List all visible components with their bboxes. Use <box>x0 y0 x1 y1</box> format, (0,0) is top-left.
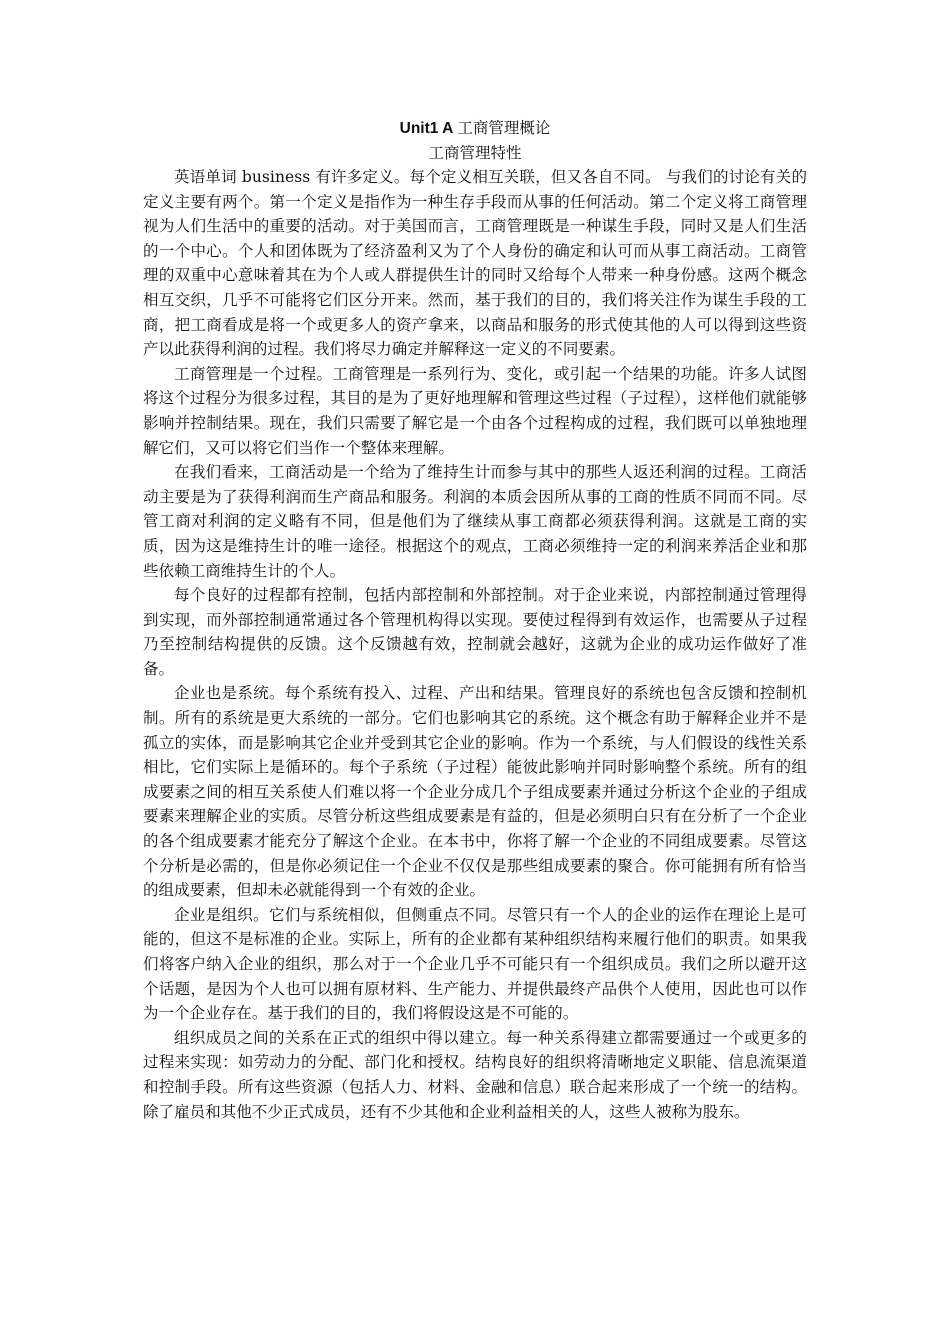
paragraph: 组织成员之间的关系在正式的组织中得以建立。每一种关系得建立都需要通过一个或更多的过程来实现：如劳动力的分配、部门化和授权。结构良好的组织将清晰地定义职能、信息流渠道和控制手段。所有这些资源（包括人力、材料、金融和信息）联合起来形成了一个统一的结构。除了雇员和其他不少正式成员，还有不少其他和企业利益相关的人，这些人被称为股东。 <box>143 1028 807 1121</box>
document-body <box>143 116 807 1124</box>
paragraph: 工商管理是一个过程。工商管理是一系列行为、变化，或引起一个结果的功能。许多人试图将这个过程分为很多过程，其目的是为了更好地理解和管理这些过程（子过程），这样他们就能够影响并控制结果。现在，我们只需要了解它是一个由各个过程构成的过程，我们既可以单独地理解它们，又可以将它们当作一个整体来理解。 <box>143 364 807 457</box>
document-subtitle: 工商管理特性 <box>428 144 522 162</box>
paragraph: 英语单词 business 有许多定义。每个定义相互关联，但又各自不同。 与我们的讨论有关的定义主要有两个。第一个定义是指作为一种生存手段而从事的任何活动。第二个定义将工商管理视为人们生活中的重要的活动。对于美国而言，工商管理既是一种谋生手段，同时又是人们生活的一个中心。个人和团体既为了经济盈利又为了个人身份的确定和认可而从事工商活动。工商管理的双重中心意味着其在为个人或人群提供生计的同时又给每个人带来一种身份感。这两个概念相互交织，几乎不可能将它们区分开来。然而，基于我们的目的，我们将关注作为谋生手段的工商，把工商看成是将一个或更多人的资产拿来，以商品和服务的形式使其他的人可以得到这些资产以此获得利润的过程。我们将尽力确定并解释这一定义的不同要素。 <box>143 168 807 359</box>
title-text: 工商管理概论 <box>457 119 551 137</box>
paragraph: 企业是组织。它们与系统相似，但侧重点不同。尽管只有一个人的企业的运作在理论上是可能的，但这不是标准的企业。实际上，所有的企业都有某种组织结构来履行他们的职责。如果我们将客户纳入企业的组织，那么对于一个企业几乎不可能只有一个组织成员。我们之所以避开这个话题，是因为个人也可以拥有原材料、生产能力、并提供最终产品供个人使用，因此也可以作为一个企业存在。基于我们的目的，我们将假设这是不可能的。 <box>143 905 807 1023</box>
document-title <box>143 116 807 141</box>
unit-label: Unit1 A <box>399 120 454 137</box>
paragraph: 每个良好的过程都有控制，包括内部控制和外部控制。对于企业来说，内部控制通过管理得到实现，而外部控制通常通过各个管理机构得以实现。要使过程得到有效运作，也需要从子过程乃至控制结构提供的反馈。这个反馈越有效，控制就会越好，这就为企业的成功运作做好了准备。 <box>143 586 807 678</box>
paragraph: 在我们看来，工商活动是一个给为了维持生计而参与其中的那些人返还利润的过程。工商活动主要是为了获得利润而生产商品和服务。利润的本质会因所从事的工商的性质不同而不同。尽管工商对利润的定义略有不同，但是他们为了继续从事工商都必须获得利润。这就是工商的实质，因为这是维持生计的唯一途径。根据这个的观点，工商必须维持一定的利润来养活企业和那些依赖工商维持生计的个人。 <box>143 463 807 580</box>
paragraph: 企业也是系统。每个系统有投入、过程、产出和结果。管理良好的系统也包含反馈和控制机制。所有的系统是更大系统的一部分。它们也影响其它的系统。这个概念有助于解释企业并不是孤立的实体，而是影响其它企业并受到其它企业的影响。作为一个系统，与人们假设的线性关系相比，它们实际上是循环的。每个子系统（子过程）能彼此影响并同时影响整个系统。所有的组成要素之间的相互关系使人们难以将一个企业分成几个子组成要素并通过分析这个企业的子组成要素来理解企业的实质。尽管分析这些组成要素是有益的，但是必须明白只有在分析了一个企业的各个组成要素才能充分了解这个企业。在本书中，你将了解一个企业的不同组成要素。尽管这个分析是必需的，但是你必须记住一个企业不仅仅是那些组成要素的聚合。你可能拥有所有恰当的组成要素，但却未必就能得到一个有效的企业。 <box>143 684 807 900</box>
